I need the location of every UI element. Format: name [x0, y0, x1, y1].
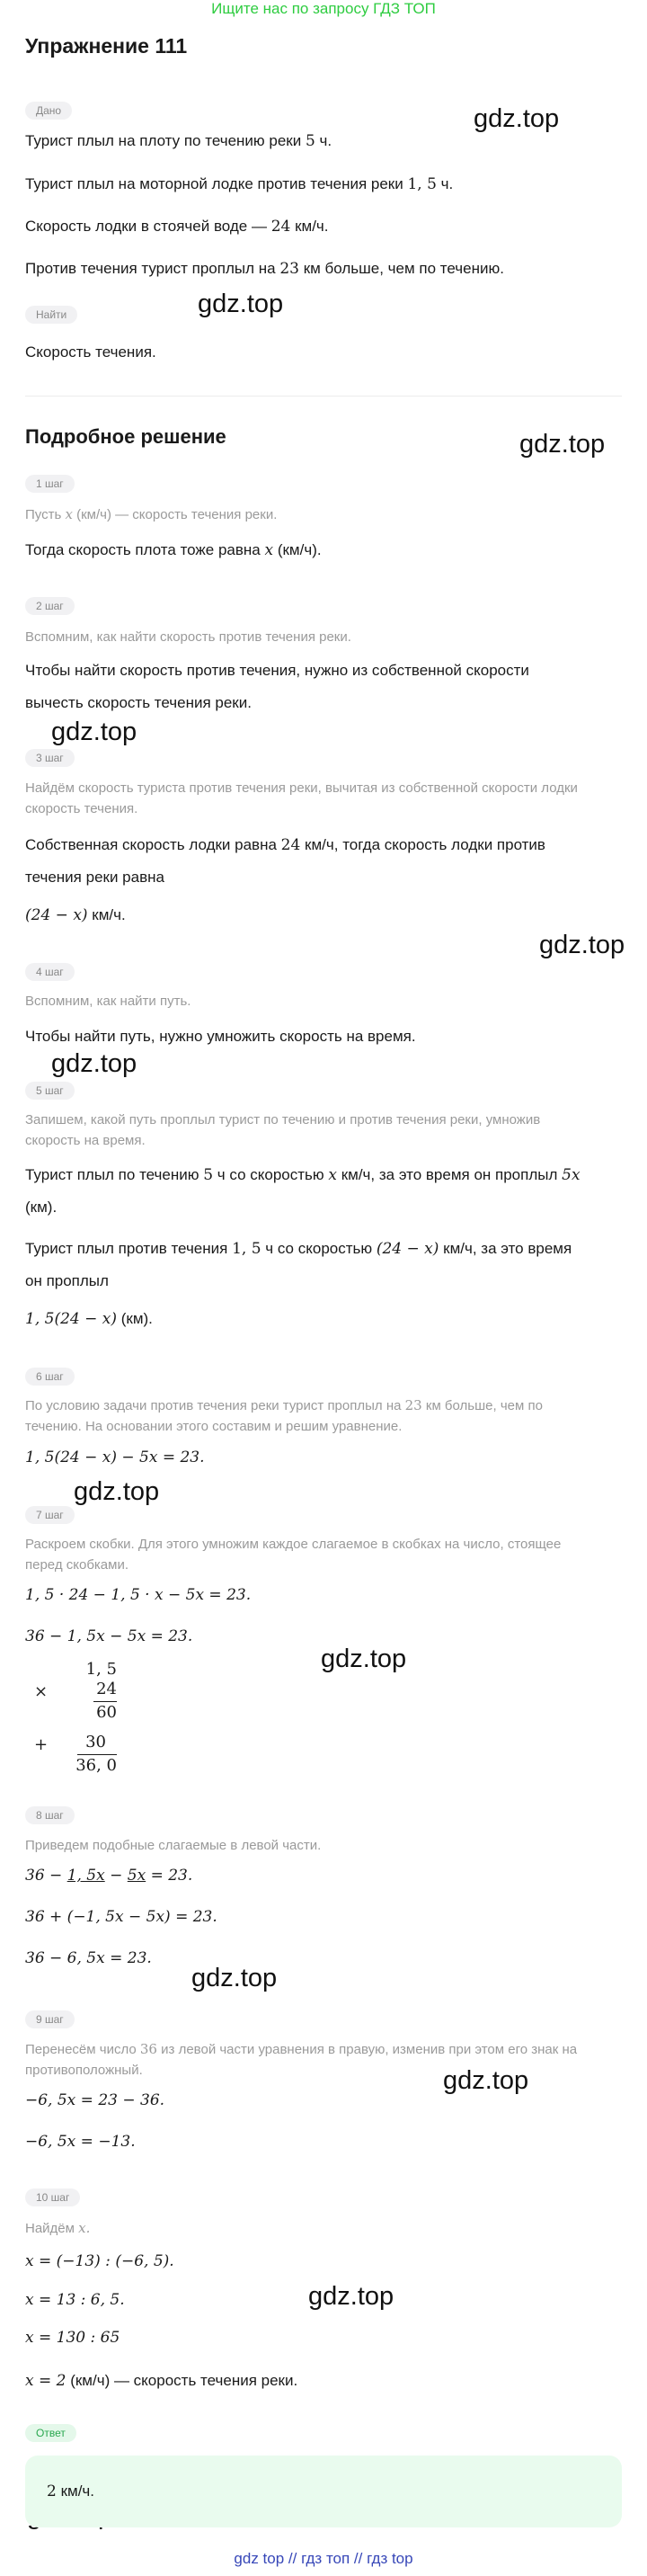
step-hint: Вспомним, как найти путь. [25, 994, 191, 1009]
step-equation: −6, 5x = 23 − 36. [25, 2091, 165, 2109]
step-tag: 1 шаг [25, 475, 75, 493]
column-multiplication: 1, 5 × 24 60 + 30 36, 0 [34, 1660, 117, 1775]
find-text: Скорость течения. [25, 343, 156, 361]
step-hint: Найдём скорость туриста против течения реки, вычитая из собственной скорости лодки [25, 780, 578, 796]
answer-text: 2 км/ч. [47, 2482, 94, 2500]
step-equation: x = 2 (км/ч) — скорость течения реки. [25, 2372, 298, 2390]
step-tag: 10 шаг [25, 2188, 80, 2206]
watermark: gdz.top [519, 430, 606, 459]
watermark: gdz.top [474, 104, 560, 133]
watermark: gdz.top [539, 931, 625, 959]
given-line-2: Турист плыл на моторной лодке против течения реки 1, 5 ч. [25, 175, 454, 193]
step-text: Тогда скорость плота тоже равна x (км/ч). [25, 541, 322, 559]
section-title: Подробное решение [25, 425, 226, 448]
step-equation: 36 − 1, 5x − 5x = 23. [25, 1627, 193, 1645]
step-equation: x = (−13) : (−6, 5). [25, 2252, 174, 2270]
answer-box [25, 2456, 622, 2527]
step-hint: скорость на время. [25, 1133, 146, 1148]
step-text: Чтобы найти скорость против течения, нужно из собственной скорости [25, 662, 529, 679]
step-equation: 36 − 1, 5x − 5x = 23. [25, 1867, 193, 1885]
step-hint: Раскроем скобки. Для этого умножим каждое слагаемое в скобках на число, стоящее [25, 1537, 562, 1552]
divider [25, 396, 622, 397]
step-hint: Запишем, какой путь проплыл турист по течению и против течения реки, умножив [25, 1112, 541, 1128]
watermark: gdz.top [74, 1477, 160, 1506]
step-tag: 9 шаг [25, 2010, 75, 2028]
watermark: gdz.top [443, 2066, 529, 2095]
step-tag: 4 шаг [25, 963, 75, 981]
top-banner[interactable]: Ищите нас по запросу ГДЗ ТОП [211, 0, 436, 17]
watermark: gdz.top [191, 1964, 278, 1992]
given-line-4: Против течения турист проплыл на 23 км больше, чем по течению. [25, 260, 504, 278]
step-hint: Перенесём число 36 из левой части уравнения в правую, изменив при этом его знак на [25, 2041, 578, 2057]
footer-links[interactable]: gdz top // гдз топ // гдз top [234, 2550, 413, 2567]
step-text: Собственная скорость лодки равна 24 км/ч, тогда скорость лодки против [25, 836, 545, 854]
step-formula: (24 − x) км/ч. [25, 906, 126, 924]
step-hint: Приведем подобные слагаемые в левой части. [25, 1838, 322, 1853]
step-text: Чтобы найти путь, нужно умножить скорость на время. [25, 1028, 416, 1045]
step-hint: Найдём x. [25, 2220, 91, 2236]
watermark: gdz.top [321, 1645, 407, 1673]
step-equation: 36 + (−1, 5x − 5x) = 23. [25, 1908, 217, 1926]
step-equation: x = 130 : 65 [25, 2329, 120, 2347]
step-equation: −6, 5x = −13. [25, 2133, 136, 2151]
step-hint: По условию задачи против течения реки турист проплыл на 23 км больше, чем по [25, 1397, 543, 1413]
step-hint: течению. На основании этого составим и решим уравнение. [25, 1419, 403, 1434]
given-line-1: Турист плыл на плоту по течению реки 5 ч. [25, 132, 332, 150]
watermark: gdz.top [51, 1049, 137, 1078]
step-tag: 7 шаг [25, 1506, 75, 1524]
step-equation: 1, 5(24 − x) − 5x = 23. [25, 1448, 205, 1466]
step-hint: Пусть x (км/ч) — скорость течения реки. [25, 506, 278, 522]
step-text: течения реки равна [25, 869, 164, 886]
step-tag: 6 шаг [25, 1368, 75, 1386]
step-equation: x = 13 : 6, 5. [25, 2291, 125, 2309]
step-hint: противоположный. [25, 2063, 143, 2078]
step-text: Турист плыл по течению 5 ч со скоростью x км/ч, за это время он проплыл 5x [25, 1166, 581, 1184]
step-tag: 3 шаг [25, 749, 75, 767]
step-tag: 8 шаг [25, 1806, 75, 1824]
given-line-3: Скорость лодки в стоячей воде — 24 км/ч. [25, 218, 329, 236]
watermark: gdz.top [198, 290, 284, 318]
step-tag: 2 шаг [25, 597, 75, 615]
find-tag: Найти [25, 306, 77, 324]
step-text: Турист плыл против течения 1, 5 ч со скоростью (24 − x) км/ч, за это время [25, 1240, 572, 1258]
step-text: (км). [25, 1199, 58, 1216]
step-hint: Вспомним, как найти скорость против течения реки. [25, 629, 351, 645]
step-equation: 1, 5 · 24 − 1, 5 · x − 5x = 23. [25, 1586, 252, 1604]
watermark: gdz.top [51, 718, 137, 746]
step-text: он проплыл [25, 1272, 109, 1289]
step-formula: 1, 5(24 − x) (км). [25, 1310, 153, 1328]
watermark: gdz.top [308, 2282, 394, 2311]
given-tag: Дано [25, 102, 72, 120]
step-text: вычесть скорость течения реки. [25, 694, 252, 711]
step-hint: скорость течения. [25, 801, 138, 816]
answer-tag: Ответ [25, 2424, 76, 2442]
exercise-title: Упражнение 111 [25, 34, 188, 58]
step-tag: 5 шаг [25, 1082, 75, 1100]
step-equation: 36 − 6, 5x = 23. [25, 1949, 152, 1967]
step-hint: перед скобками. [25, 1557, 129, 1573]
